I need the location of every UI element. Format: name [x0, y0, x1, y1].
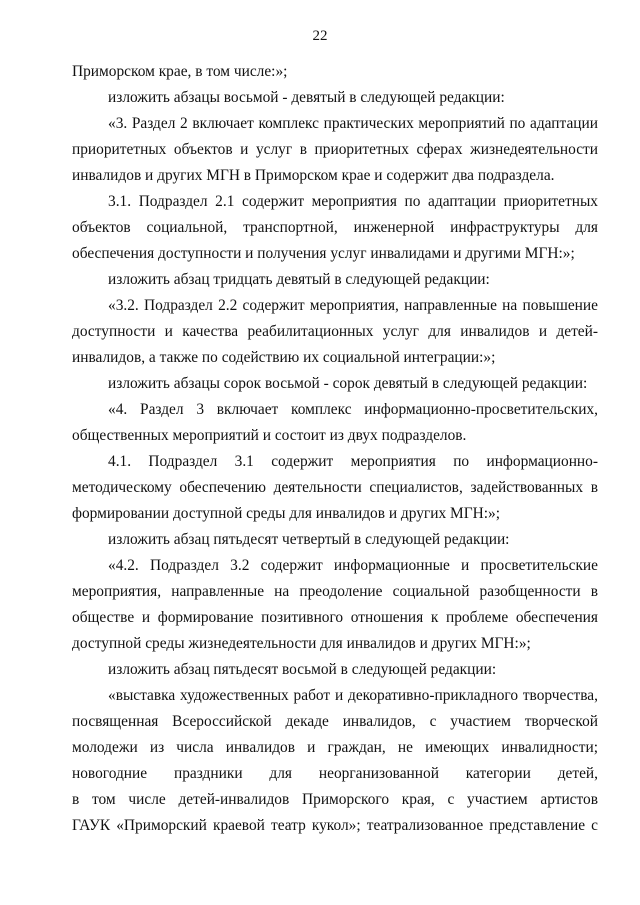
text-line: «3. Раздел 2 включает комплекс практических мероприятий по адаптации [108, 115, 598, 132]
text-line: обществе и формирование позитивного отношения к проблеме обеспечения [72, 609, 598, 626]
text-line: изложить абзац пятьдесят четвертый в следующей редакции: [108, 531, 510, 548]
text-line: инвалидов, а также по содействию их социальной интеграции:»; [72, 349, 496, 366]
text-line: мероприятия, направленные на преодоление социальной разобщенности в [72, 583, 598, 600]
text-line: обеспечения доступности и получения услуг инвалидами и другими МГН:»; [72, 245, 575, 262]
text-line: изложить абзац пятьдесят восьмой в следующей редакции: [108, 661, 497, 678]
text-line: 4.1. Подраздел 3.1 содержит мероприятия по информационно- [108, 453, 598, 470]
text-line: доступной среды жизнедеятельности для инвалидов и других МГН:»; [72, 635, 531, 652]
text-line: Приморском крае, в том числе:»; [72, 63, 288, 80]
text-line: «4.2. Подраздел 3.2 содержит информационные и просветительские [108, 557, 598, 574]
text-line: приоритетных объектов и услуг в приоритетных сферах жизнедеятельности [72, 141, 598, 158]
text-line: инвалидов и других МГН в Приморском крае и содержит два подраздела. [72, 167, 555, 184]
text-line: «4. Раздел 3 включает комплекс информационно-просветительских, [108, 401, 598, 418]
text-line: изложить абзац тридцать девятый в следующей редакции: [108, 271, 490, 288]
text-line: в том числе детей-инвалидов Приморского края, с участием артистов [72, 791, 598, 808]
text-line: «3.2. Подраздел 2.2 содержит мероприятия, направленные на повышение [108, 297, 598, 314]
text-line: посвященная Всероссийской декаде инвалидов, с участием творческой [72, 713, 598, 730]
text-line: формировании доступной среды для инвалидов и других МГН:»; [72, 505, 500, 522]
text-line: новогодние праздники для неорганизованной категории детей, [72, 765, 598, 782]
text-line: изложить абзацы восьмой - девятый в следующей редакции: [108, 89, 505, 106]
text-line: изложить абзацы сорок восьмой - сорок девятый в следующей редакции: [108, 375, 588, 392]
text-line: 3.1. Подраздел 2.1 содержит мероприятия по адаптации приоритетных [108, 193, 598, 210]
text-line: доступности и качества реабилитационных услуг для инвалидов и детей- [72, 323, 598, 340]
text-line: ГАУК «Приморский краевой театр кукол»; театрализованное представление с [72, 817, 598, 834]
text-line: общественных мероприятий и состоит из двух подразделов. [72, 427, 467, 444]
text-line: объектов социальной, транспортной, инженерной инфраструктуры для [72, 219, 598, 236]
page-number: 22 [312, 28, 328, 44]
text-line: «выставка художественных работ и декоративно-прикладного творчества, [108, 687, 598, 704]
text-line: молодежи из числа инвалидов и граждан, не имеющих инвалидности; [72, 739, 598, 756]
text-line: методическому обеспечению деятельности специалистов, задействованных в [72, 479, 598, 496]
